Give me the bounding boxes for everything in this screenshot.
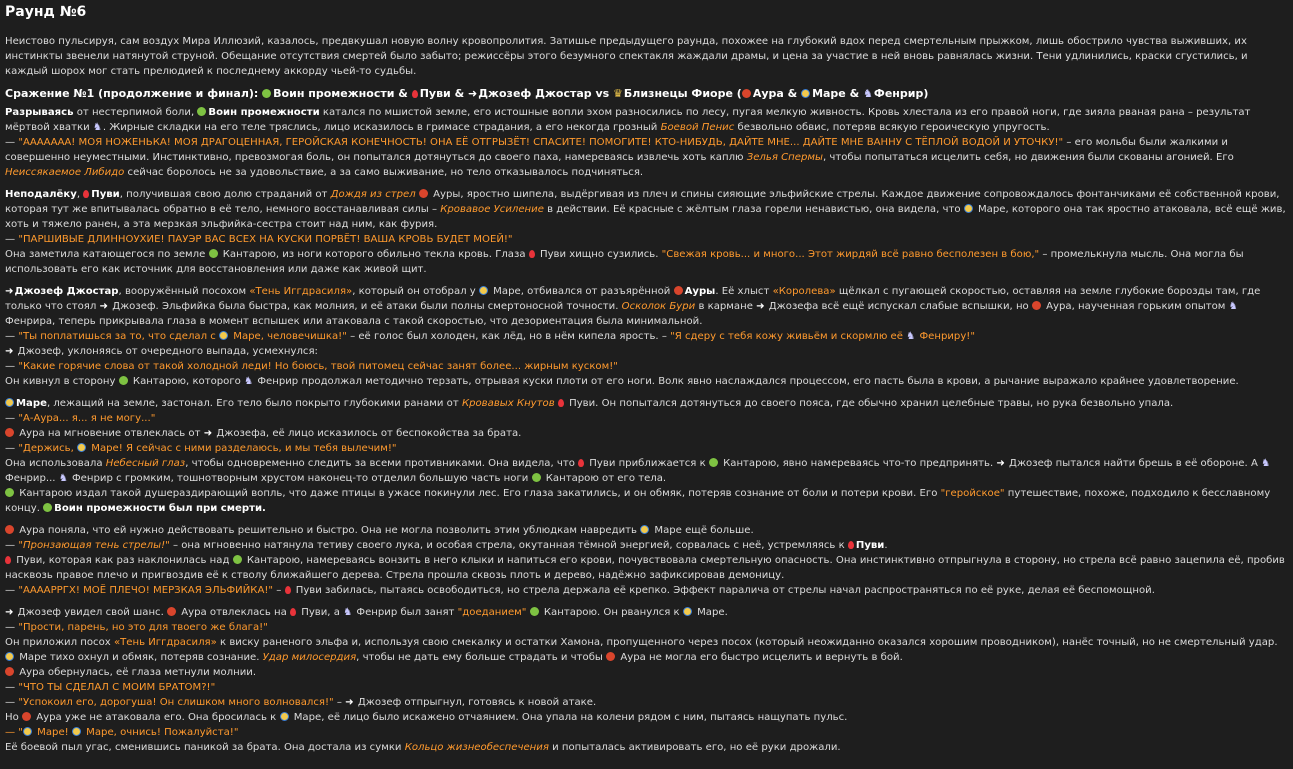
green-face-icon [5,488,14,497]
dialogue-text: "ЧТО ТЫ СДЕЛАЛ С МОИМ БРАТОМ?!" [18,682,216,693]
green-face-icon [233,555,242,564]
green-face-icon [532,473,541,482]
text: . Её хлыст [715,286,773,297]
red-face-icon [5,667,14,676]
dialogue-line [5,232,1287,247]
dash: — [5,234,19,245]
dash: — [5,585,19,596]
text: – [333,697,346,708]
text: Маре [16,398,47,409]
green-face-icon [43,503,52,512]
battle-label: Сражение №1 (продолжение и финал): [5,87,259,100]
section-mercy-strike [5,605,1287,755]
dialogue-text: Фенриру!" [916,331,975,342]
text: безвольно обвис, потеряв всякую героическую упругость. [734,122,1050,133]
red-face-icon [606,652,615,661]
text: Аура поняла, что ей нужно действовать решительно и быстро. Она не могла позволить этим ублюдкам навредить [16,525,641,536]
crown-icon: ♛ [613,87,623,100]
dialogue-line [5,620,1287,635]
dialogue-line [5,359,1287,374]
text: Кантарою, которого [129,376,245,387]
text: , чтобы одновременно следить за всеми противниками. Она видела, что [185,458,579,469]
green-face-icon [262,89,271,98]
skill-name: Боевой Пенис [660,122,735,133]
text: к виску раненого эльфа и, используя свою смекалку и остатки Хамона, пропущенного через посох (который неожиданно оказался хорошим проводником), нанёс точный, но не смертельный удар. [216,637,1278,648]
dash: — [5,682,19,693]
text: Маре, отбивался от разъярённой [489,286,674,297]
text: и попыталась активировать его, но её руки дрожали. [548,742,841,753]
red-face-icon [742,89,751,98]
red-face-icon [1032,301,1041,310]
text: , [76,189,84,200]
blood-drop-icon [290,608,296,616]
text: Джозеф увидел свой шанс. [14,607,168,618]
text: от нестерпимой боли, [73,107,198,118]
text: – её голос был холоден, как лёд, но в нём кипела ярость. – [346,331,671,342]
quoted-word: "доеданием" [457,607,527,618]
dialogue-text: Маре, человечишка!" [230,331,347,342]
dialogue-line [5,725,1287,740]
arrow-icon: ➜ [99,301,108,312]
text: Фенрир... [5,473,59,484]
participant-mare: Маре & [812,87,860,100]
dialogue-line [5,583,1287,598]
arrow-icon: ➜ [345,697,354,708]
blood-drop-icon [558,399,564,407]
text: Но [5,712,22,723]
dash: — [5,361,19,372]
green-face-icon [530,607,539,616]
paragraph-line [5,374,1287,389]
text: катался по мшистой земле, его истошные вопли эхом разносились по лесу, пугая мелкую живность. Кровь хлестала из его правой ноги, где зияла рваная рана – результат мёртвой хватки [5,107,1251,133]
red-face-icon [419,189,428,198]
green-face-icon [119,376,128,385]
text: Джозеф, уклоняясь от очередного выпада, усмехнулся: [14,346,318,357]
dialogue-text: "Я сдеру с тебя кожу живьём и скормлю её [670,331,907,342]
text: , чтобы попытаться исцелить себя, но движения были скованы агонией. Его [822,152,1234,163]
skill-name: Кровавое Усиление [440,204,544,215]
scared-face-icon [5,398,14,407]
text: Она использовала [5,458,106,469]
participant-puvi: Пуви & [419,87,465,100]
text: в действии. Её красные с жёлтым глаза горели ненавистью, она видела, что [543,204,964,215]
text: Аура, наученная горьким опытом [1042,301,1229,312]
battle-heading [5,86,1287,102]
dialogue-line [5,135,1287,180]
text: Разрываясь [5,107,74,118]
text: Фенрир с громким, тошнотворным хрустом наконец-то отделил большую часть ноги [68,473,532,484]
scared-face-icon [801,89,810,98]
skill-name: "Пронзающая тень стрелы!" [18,540,170,551]
text: Неподалёку [5,189,77,200]
text: Аура отвлеклась на [178,607,291,618]
text: Ауры, яростно шипела, выдёргивая из плеч и спины сияющие эльфийские стрелы. Каждое движение сопровождалось фонтанчиками её собственной крови, которая тут же впитывалась обратно в её тело, немного восстанавливая силы – [5,189,1280,215]
dash: — [5,413,19,424]
text: Пуви [91,189,120,200]
scared-face-icon [683,607,692,616]
arrow-icon: ➜ [5,607,14,618]
wolf-icon: ♞ [1228,301,1238,312]
scared-face-icon [5,652,14,661]
text: Маре, её лицо было искажено отчаянием. Она упала на колени рядом с ним, пытаясь нащупать пульс. [290,712,848,723]
section-warrior [5,105,1287,180]
red-face-icon [674,286,683,295]
paragraph-line [5,344,1287,359]
dialogue-line [5,441,1287,456]
text: Он кивнул в сторону [5,376,119,387]
text: Маре, которого она так яростно атаковала, всё ещё жив, хоть и тяжело ранен, а эта мерзкая эльфийка-сестра стоит над ним, как фурия. [5,204,1286,230]
text: Кантарою от его тела. [542,473,667,484]
dialogue-text: Маре! [33,727,72,738]
text: Джозефа, её лицо исказилось от беспокойства за брата. [213,428,522,439]
text: Джозеф. Эльфийка была быстра, как молния, и её атаки были полны смертоносной точности. [108,301,622,312]
blood-drop-icon [5,556,11,564]
dash: — [5,697,19,708]
arrow-icon: ➜ [203,428,213,439]
skill-name: Зелья Спермы [746,152,823,163]
text: Джозеф отпрыгнул, готовясь к новой атаке. [354,697,597,708]
text: Пуви, а [298,607,344,618]
wolf-icon: ♞ [244,376,254,387]
text: Пуви. Он попытался дотянуться до своего пояса, где обычно хранил целебные травы, но рука безвольно упала. [565,398,1174,409]
text: Фенрир был занят [353,607,458,618]
section-puvi [5,187,1287,277]
scared-face-icon [479,286,488,295]
wolf-icon: ♞ [906,331,916,342]
section-aura-strike [5,523,1287,598]
text: Аура уже не атаковала его. Она бросилась к [32,712,280,723]
skill-name: Кровавых Кнутов [461,398,555,409]
text: Она заметила катающегося по земле [5,249,209,260]
text: щёлкал с пугающей скоростью, оставляя на земле глубокие борозды там, где только что стоял [5,286,1261,312]
dialogue-text: "Держись, [18,443,78,454]
item-name: «Тень Иггдрасиля» [249,286,353,297]
blood-drop-icon [529,250,535,258]
paragraph-line [5,456,1287,486]
dialogue-line [5,411,1287,426]
text: . [884,540,888,551]
skill-name: Дождя из стрел [330,189,416,200]
scared-face-icon [640,525,649,534]
page-title: Раунд №6 [5,4,87,20]
participant-aura: Аура & [752,87,798,100]
dialogue-line [5,329,1287,344]
blood-drop-icon [578,459,584,467]
participant-fiore: Близнецы Фиоре ( [623,87,742,100]
blood-drop-icon [83,190,89,198]
participant-joseph: Джозеф Джостар vs [478,87,610,100]
text: – она мгновенно натянула тетиву своего лука, и особая стрела, окутанная тёмной энергией, сорвалась с неё, устремляясь к [169,540,848,551]
text: Маре. [693,607,728,618]
text: Ауры [684,286,716,297]
text: . Жирные складки на его теле тряслись, лицо исказилось в гримасе страдания, а его некогда грозный [102,122,661,133]
dash: — [5,622,19,633]
dialogue-text: "ААААРРГХ! МОЁ ПЛЕЧО! МЕРЗКАЯ ЭЛЬФИЙКА!" [18,585,274,596]
text: , лежащий на земле, застонал. Его тело было покрыто глубокими ранами от [46,398,462,409]
text: Он приложил посох [5,637,114,648]
text: Фенрир продолжал методично терзать, отрывая куски плоти от его ноги. Волк явно наслаждался процессом, его пасть была в крови, а рычание выражало крайнее удовлетворение. [254,376,1239,387]
scared-face-icon [219,331,228,340]
wolf-icon: ♞ [343,607,353,618]
text: Аура не могла его быстро исцелить и вернуть в бой. [617,652,903,663]
skill-name: Небесный глаз [105,458,186,469]
red-face-icon [5,525,14,534]
scared-face-icon [964,204,973,213]
text: Маре тихо охнул и обмяк, потеряв сознание. [16,652,263,663]
wolf-icon: ♞ [92,122,102,133]
text: Аура на мгновение отвлеклась от [16,428,204,439]
intro-paragraph: Неистово пульсируя, сам воздух Мира Иллюзий, казалось, предвкушал новую волну кровопролития. Затишье предыдущего раунда, похожее на глубокий вдох перед смертельным прыжком, лишь обострило чувства выживших, их инстинкты звенели натянутой струной. Обещание отсутствия смертей было забыто; режиссёры этого безумного спектакля жаждали драмы, и цена за участие в ней вновь равнялась жизни. Тени удлинились, краски сгустились, и каждый шорох мог стать прелюдией к последнему аккорду чьей-то судьбы. [5,36,1248,77]
item-name: «Королева» [772,286,836,297]
text: Маре ещё больше. [651,525,754,536]
red-face-icon [5,428,14,437]
paragraph-line [5,426,1287,441]
dialogue-text: "А-Аура... я... я не могу..." [18,413,156,424]
text: Джозеф пытался найти брешь в её обороне. А [1005,458,1262,469]
text: Воин промежности был при смерти. [54,503,266,514]
text: Пуви хищно сузились. [536,249,662,260]
skill-name: Удар милосердия [262,652,357,663]
blood-drop-icon [412,90,418,98]
red-face-icon [167,607,176,616]
text: в кармане [695,301,757,312]
red-face-icon [22,712,31,721]
paragraph-line [5,740,1287,755]
text: – промелькнула мысль. Она могла бы использовать его как источник для восстановления или даже как живой щит. [5,249,1244,275]
section-joseph [5,284,1287,389]
paragraph-line [5,635,1287,665]
dash: — [5,331,19,342]
participant-warrior: Воин промежности & [273,87,408,100]
text: Кантарою, из ноги которого обильно текла кровь. Глаза [219,249,529,260]
green-face-icon [197,107,206,116]
wolf-icon: ♞ [58,473,68,484]
paragraph-line [5,486,1287,516]
wolf-icon: ♞ [863,87,873,100]
text: Пуви забилась, пытаясь освободиться, но стрела держала её крепко. Эффект паралича от стрелы начал распространяться по её руке, делая её беспомощной. [292,585,1155,596]
text: Кантарою. Он рванулся к [540,607,683,618]
dialogue-text: — " [5,727,23,738]
text: , получившая свою долю страданий от [119,189,331,200]
participant-fenrir: Фенрир) [873,87,929,100]
arrow-icon: ➜ [756,301,765,312]
section-mare [5,396,1287,516]
arrow-icon: ➜ [5,286,14,297]
paragraph-line [5,247,1287,277]
arrow-icon: ➜ [468,87,478,100]
dialogue-text: "ААААААА! МОЯ НОЖЕНЬКА! МОЯ ДРАГОЦЕННАЯ, ГЕРОЙСКАЯ КОНЕЧНОСТЬ! ОНА ЕЁ ОТГРЫЗЁТ! СПАСИТЕ! ПОМОГИТЕ! КТО-НИБУДЬ, ДАЙТЕ МНЕ... ДАЙТЕ МНЕ ВАННУ С ТЁПЛОЙ ВОДОЙ И УТОЧКУ!" [18,137,1064,148]
item-name: Осколок Бури [621,301,696,312]
text: Джозеф Джостар [14,286,119,297]
blood-drop-icon [285,586,291,594]
text: , вооружённый посохом [118,286,250,297]
text: сейчас боролось не за удовольствие, а за само выживание, но тело отказывалось подчиняться. [124,167,644,178]
paragraph-line [5,710,1287,725]
blood-drop-icon [848,541,854,549]
dash: — [5,137,19,148]
arrow-icon: ➜ [5,346,14,357]
dialogue-line [5,680,1287,695]
text: Её боевой пыл угас, сменившись паникой за брата. Она достала из сумки [5,742,405,753]
text: Фенрира, теперь прикрывала глаза в момент вспышек или атаковала с такой скоростью, что дезориентация была минимальной. [5,316,703,327]
text: Пуви, которая как раз наклонилась над [13,555,233,566]
dialogue-text: "Успокоил его, дорогуша! Он слишком много волновался!" [18,697,334,708]
paragraph-line [5,665,1287,680]
text: путешествие, похоже, подходило к бесславному концу. [5,488,1271,514]
scared-face-icon [72,727,81,736]
dialogue-text: "Прости, парень, но это для твоего же блага!" [18,622,268,633]
dash: — [5,443,19,454]
text: – его мольбы были жалкими и совершенно неуместными. Инстинктивно, превозмогая боль, он попытался дотянуться до своего паха, намереваясь извлечь хоть каплю [5,137,1228,163]
quoted-word: "геройское" [940,488,1005,499]
item-name: Кольцо жизнеобеспечения [404,742,549,753]
dialogue-text: "Свежая кровь... и много... Этот жирдяй всё равно бесполезен в бою," [661,249,1040,260]
text: Кантарою, намереваясь вонзить в него клыки и напиться его крови, почувствовала смертельную опасность. Она инстинктивно отпрыгнула в сторону, но стрела всё равно зацепила её, пробив насквозь правое плечо и пригвоздив её к стволу ближайшего дерева. Стрела прошла сквозь плоть и дерево, надёжно зафиксировав демоницу. [5,555,1285,581]
skill-name: Неиссякаемое Либидо [5,167,125,178]
text: Воин промежности [208,107,320,118]
text: Джозефа всё ещё испускал слабые вспышки, но [765,301,1032,312]
text: Пуви приближается к [586,458,709,469]
text: Кантарою, явно намереваясь что-то предпринять. [719,458,997,469]
dialogue-text: "Какие горячие слова от такой холодной леди! Но боюсь, твой питомец сейчас занят более... жирным куском!" [18,361,618,372]
text: Кантарою издал такой душераздирающий вопль, что даже птицы в ужасе покинули лес. Его глаза закатились, и он обмяк, потеряв сознание от боли и потери крови. Его [16,488,941,499]
item-name: «Тень Иггдрасиля» [113,637,217,648]
scared-face-icon [77,443,86,452]
scared-face-icon [280,712,289,721]
arrow-icon: ➜ [996,458,1005,469]
text: – [273,585,285,596]
dialogue-text: Маре! Я сейчас с ними разделаюсь, и мы тебя вылечим!" [88,443,397,454]
text: , который он отобрал у [352,286,479,297]
dialogue-text: "ПАРШИВЫЕ ДЛИННОУХИЕ! ПАУЭР ВАС ВСЕХ НА КУСКИ ПОРВЁТ! ВАША КРОВЬ БУДЕТ МОЕЙ!" [18,234,513,245]
dash: — [5,540,19,551]
dialogue-text: "Ты поплатишься за то, что сделал с [18,331,220,342]
text: Пуви [855,540,885,551]
dialogue-line [5,695,1287,710]
text: , чтобы не дать ему больше страдать и чтобы [356,652,607,663]
text: Аура обернулась, её глаза метнули молнии. [16,667,257,678]
dialogue-text: Маре, очнись! Пожалуйста!" [82,727,239,738]
dialogue-line [5,538,1287,553]
wolf-icon: ♞ [1261,458,1271,469]
paragraph-line [5,553,1287,583]
scared-face-icon [23,727,32,736]
green-face-icon [709,458,718,467]
green-face-icon [209,249,218,258]
